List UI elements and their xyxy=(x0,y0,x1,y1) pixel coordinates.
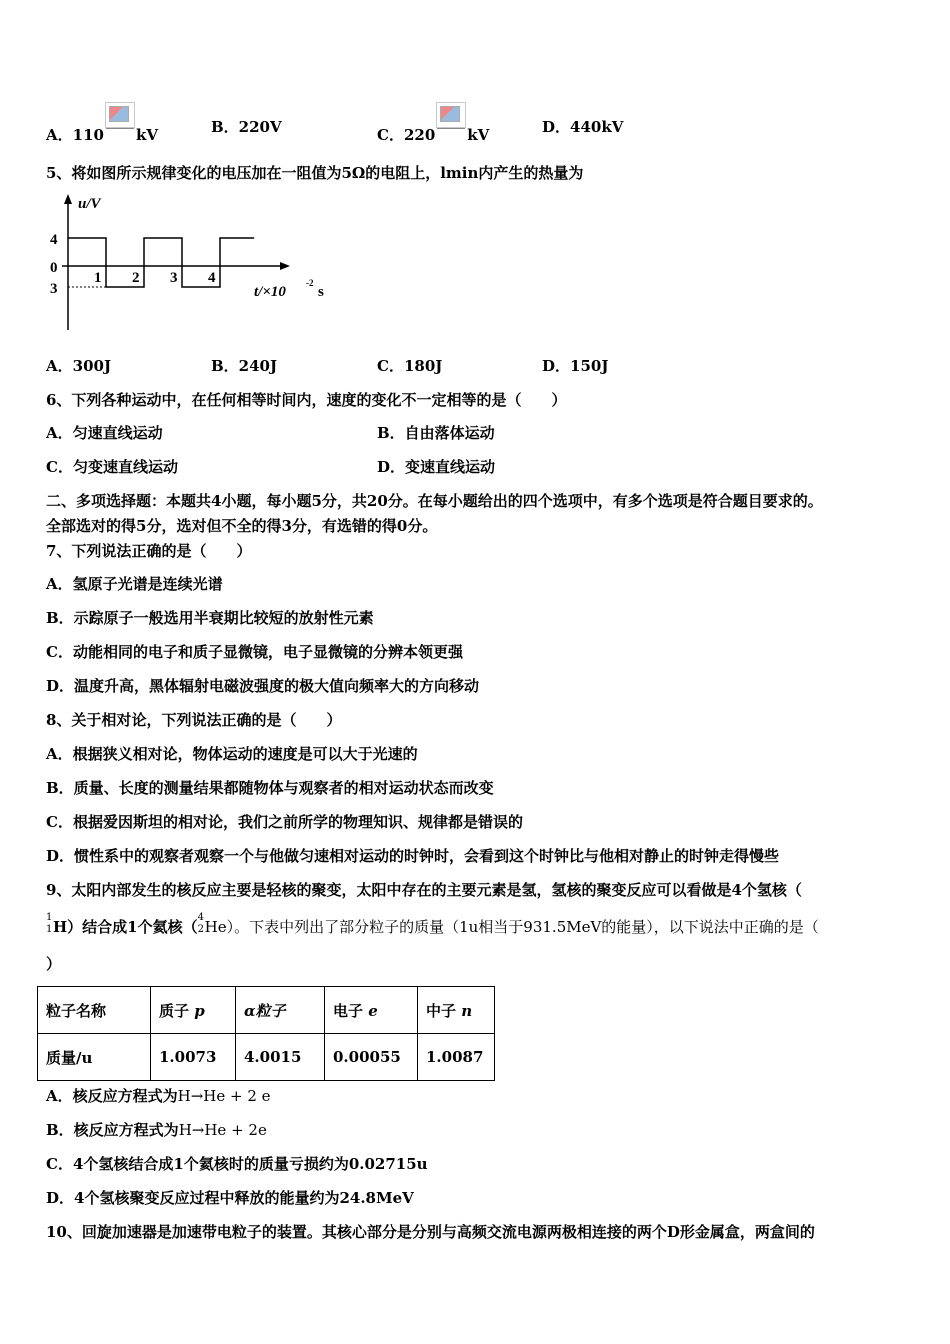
section2-heading-cont: 全部选对的得5分，选对但不全的得3分，有选错的得0分。 xyxy=(46,517,438,535)
q8-option-a: A．根据狭义相对论，物体运动的速度是可以大于光速的 xyxy=(46,745,418,763)
q4-option-d: D．440kV xyxy=(542,118,624,136)
x-tick-label: 4 xyxy=(208,270,216,286)
q6-option-b: B．自由落体运动 xyxy=(377,424,495,442)
q9-option-d: D．4个氢核聚变反应过程中释放的能量约为24.8MeV xyxy=(46,1189,414,1207)
q6-option-a: A．匀速直线运动 xyxy=(46,424,163,442)
broken-image-icon xyxy=(436,102,466,128)
table-cell: 4.0015 xyxy=(236,1034,325,1081)
q9-option-b: B．核反应方程式为H→He + 2e xyxy=(46,1121,267,1139)
q9-option-c: C．4个氢核结合成1个氦核时的质量亏损约为0.02715u xyxy=(46,1155,428,1173)
table-header-cell: 中子 n xyxy=(418,987,495,1034)
helium-nuclide-symbol: 4 2 xyxy=(197,912,204,935)
table-header-cell: α粒子 xyxy=(236,987,325,1034)
q6-option-c: C．匀变速直线运动 xyxy=(46,458,178,476)
q4-option-c: C．220 kV xyxy=(377,116,489,145)
table-cell: 质量/u xyxy=(38,1034,151,1081)
q9-stem: 9、太阳内部发生的核反应主要是轻核的聚变，太阳中存在的主要元素是氢，氢核的聚变反应可以看做是4个氢核（ xyxy=(46,881,802,899)
q4-option-a: A．110 kV xyxy=(46,116,158,145)
y-tick-label: 0 xyxy=(50,260,58,276)
q7-option-c: C．动能相同的电子和质子显微镜，电子显微镜的分辨本领更强 xyxy=(46,643,463,661)
q5-option-b: B．240J xyxy=(211,357,278,375)
section2-heading: 二、多项选择题：本题共4小题，每小题5分，共20分。在每小题给出的四个选项中，有多个选项是符合题目要求的。 xyxy=(46,492,823,510)
particle-mass-table xyxy=(37,986,495,1081)
q5-stem: 5、将如图所示规律变化的电压加在一阻值为5Ω的电阻上，lmin内产生的热量为 xyxy=(46,164,584,182)
y-tick-label: 4 xyxy=(50,232,58,248)
y-tick-label: 3 xyxy=(50,281,58,297)
q9-option-a: A．核反应方程式为H→He + 2 e xyxy=(46,1087,271,1105)
y-axis-arrow xyxy=(64,194,72,204)
table-cell: 1.0087 xyxy=(418,1034,495,1081)
q8-stem: 8、关于相对论，下列说法正确的是（ ） xyxy=(46,711,342,729)
y-axis-label: u/V xyxy=(78,196,101,212)
q7-option-b: B．示踪原子一般选用半衰期比较短的放射性元素 xyxy=(46,609,374,627)
x-tick-label: 2 xyxy=(132,270,140,286)
x-axis-label-unit: s xyxy=(318,284,324,300)
q7-stem: 7、下列说法正确的是（ ） xyxy=(46,542,252,560)
table-cell: 0.00055 xyxy=(325,1034,418,1081)
q8-option-b: B．质量、长度的测量结果都随物体与观察者的相对运动状态而改变 xyxy=(46,779,494,797)
table-header-cell: 质子 p xyxy=(151,987,236,1034)
q6-stem: 6、下列各种运动中，在任何相等时间内，速度的变化不一定相等的是（ ） xyxy=(46,391,567,409)
q8-option-c: C．根据爱因斯坦的相对论，我们之前所学的物理知识、规律都是错误的 xyxy=(46,813,523,831)
table-row xyxy=(38,987,495,1034)
table-header-cell: 电子 e xyxy=(325,987,418,1034)
hydrogen-nuclide-symbol: 1 1 xyxy=(46,912,53,935)
x-tick-label: 3 xyxy=(170,270,178,286)
q6-option-d: D．变速直线运动 xyxy=(377,458,496,476)
x-axis-label-exponent: -2 xyxy=(306,278,314,288)
table-cell: 1.0073 xyxy=(151,1034,236,1081)
q8-option-d: D．惯性系中的观察者观察一个与他做匀速相对运动的时钟时，会看到这个时钟比与他相对静止的时钟走得慢些 xyxy=(46,847,780,865)
q7-option-d: D．温度升高，黑体辐射电磁波强度的极大值向频率大的方向移动 xyxy=(46,677,480,695)
broken-image-icon xyxy=(105,102,135,128)
q9-stem-end: ） xyxy=(46,955,62,973)
q9-stem-cont: 1 1 H）结合成1个氦核（ 4 2 He）。下表中列出了部分粒子的质量（1u相当于931.5MeV的能量），以下说法中正确的是（ xyxy=(46,912,819,936)
q5-option-d: D．150J xyxy=(542,357,609,375)
q4-option-b: B．220V xyxy=(211,118,282,136)
x-tick-label: 1 xyxy=(94,270,102,286)
q7-option-a: A．氢原子光谱是连续光谱 xyxy=(46,575,223,593)
table-header-cell: 粒子名称 xyxy=(38,987,151,1034)
reaction-equation-a: H→He + 2 e xyxy=(177,1087,271,1105)
table-row xyxy=(38,1034,495,1081)
q5-option-a: A．300J xyxy=(46,357,112,375)
q10-stem: 10、回旋加速器是加速带电粒子的装置。其核心部分是分别与高频交流电源两极相连接的两个D形金属盒，两盒间的 xyxy=(46,1223,815,1241)
x-axis-arrow xyxy=(280,262,290,270)
q5-option-c: C．180J xyxy=(377,357,443,375)
reaction-equation-b: H→He + 2e xyxy=(178,1121,267,1139)
x-axis-label: t/×10 xyxy=(254,284,286,300)
voltage-chart xyxy=(48,194,338,334)
